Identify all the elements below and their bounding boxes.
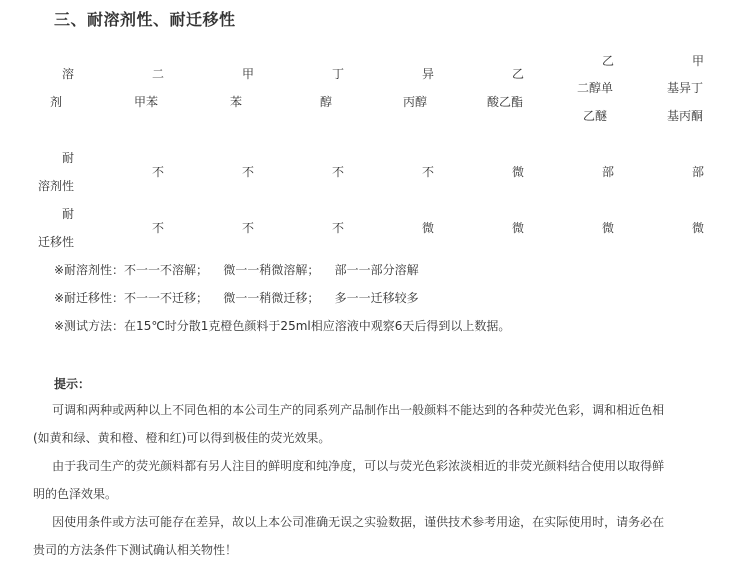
table-cell: 不: [152, 165, 165, 179]
table-cell: 微: [602, 221, 615, 235]
header-solvent-line2: 剂: [50, 95, 63, 109]
header-butanol-line2: 醇: [320, 95, 333, 109]
paragraph-line: 因使用条件或方法可能存在差异，故以上本公司准确无误之实验数据，谨供技术参考用途，在实际使用时，请务必在: [33, 515, 665, 529]
header-ethyl-acetate-line1: 乙: [512, 67, 525, 81]
header-glycol-ether-line1: 乙: [602, 54, 615, 68]
table-cell: 不: [422, 165, 435, 179]
row-label-line2: 迁移性: [38, 235, 75, 249]
note-solvent-legend: ※耐溶剂性：不一一不溶解； 微一一稍微溶解； 部一一部分溶解: [54, 263, 419, 277]
table-cell: 不: [332, 165, 345, 179]
tip-paragraph-combination: [33, 452, 713, 508]
header-toluene-line1: 甲: [242, 67, 255, 81]
table-cell: 不: [152, 221, 165, 235]
section-title: 三、耐溶剂性、耐迁移性: [54, 10, 236, 29]
table-cell: 部: [692, 165, 705, 179]
table-cell: 微: [422, 221, 435, 235]
header-xylene-line1: 二: [152, 67, 165, 81]
paragraph-line: 由于我司生产的荧光颜料都有另人注目的鲜明度和纯净度，可以与荧光色彩浓淡相近的非荧光颜料结合使用以取得鲜: [33, 459, 665, 473]
header-glycol-ether-line2: 二醇单: [577, 81, 614, 95]
paragraph-line: 明的色泽效果。: [33, 487, 118, 501]
row-label-line1: 耐: [62, 207, 75, 221]
row-label-line1: 耐: [62, 151, 75, 165]
header-isopropanol-line2: 丙醇: [403, 95, 428, 109]
note-migration-legend: ※耐迁移性：不一一不迁移； 微一一稍微迁移； 多一一迁移较多: [54, 291, 419, 305]
table-cell: 微: [512, 165, 525, 179]
paragraph-line: (如黄和绿、黄和橙、橙和红)可以得到极佳的荧光效果。: [33, 431, 331, 445]
header-ethyl-acetate-line2: 酸乙酯: [487, 95, 524, 109]
header-xylene-line2: 甲苯: [134, 95, 159, 109]
table-cell: 不: [332, 221, 345, 235]
header-isopropanol-line1: 异: [422, 67, 435, 81]
table-cell: 微: [512, 221, 525, 235]
paragraph-line: 可调和两种或两种以上不同色相的本公司生产的同系列产品制作出一般颜料不能达到的各种荧光色彩，调和相近色相: [33, 403, 665, 417]
tip-paragraph-disclaimer: [33, 508, 713, 564]
tips-heading: 提示：: [54, 377, 91, 391]
row-label-line2: 溶剂性: [38, 179, 75, 193]
header-glycol-ether-line3: 乙醚: [583, 109, 608, 123]
table-cell: 部: [602, 165, 615, 179]
header-butanol-line1: 丁: [332, 67, 345, 81]
header-mibk-line3: 基丙酮: [667, 109, 704, 123]
table-cell: 微: [692, 221, 705, 235]
header-mibk-line1: 甲: [692, 54, 705, 68]
table-cell: 不: [242, 165, 255, 179]
paragraph-line: 贵司的方法条件下测试确认相关物性！: [33, 543, 238, 557]
table-cell: 不: [242, 221, 255, 235]
header-solvent-line1: 溶: [62, 67, 75, 81]
header-toluene-line2: 苯: [230, 95, 243, 109]
note-test-method: ※测试方法：在15℃时分散1克橙色颜料于25ml相应溶液中观察6天后得到以上数据。: [54, 319, 511, 333]
header-mibk-line2: 基异丁: [667, 81, 704, 95]
tip-paragraph-blending: [33, 396, 713, 452]
